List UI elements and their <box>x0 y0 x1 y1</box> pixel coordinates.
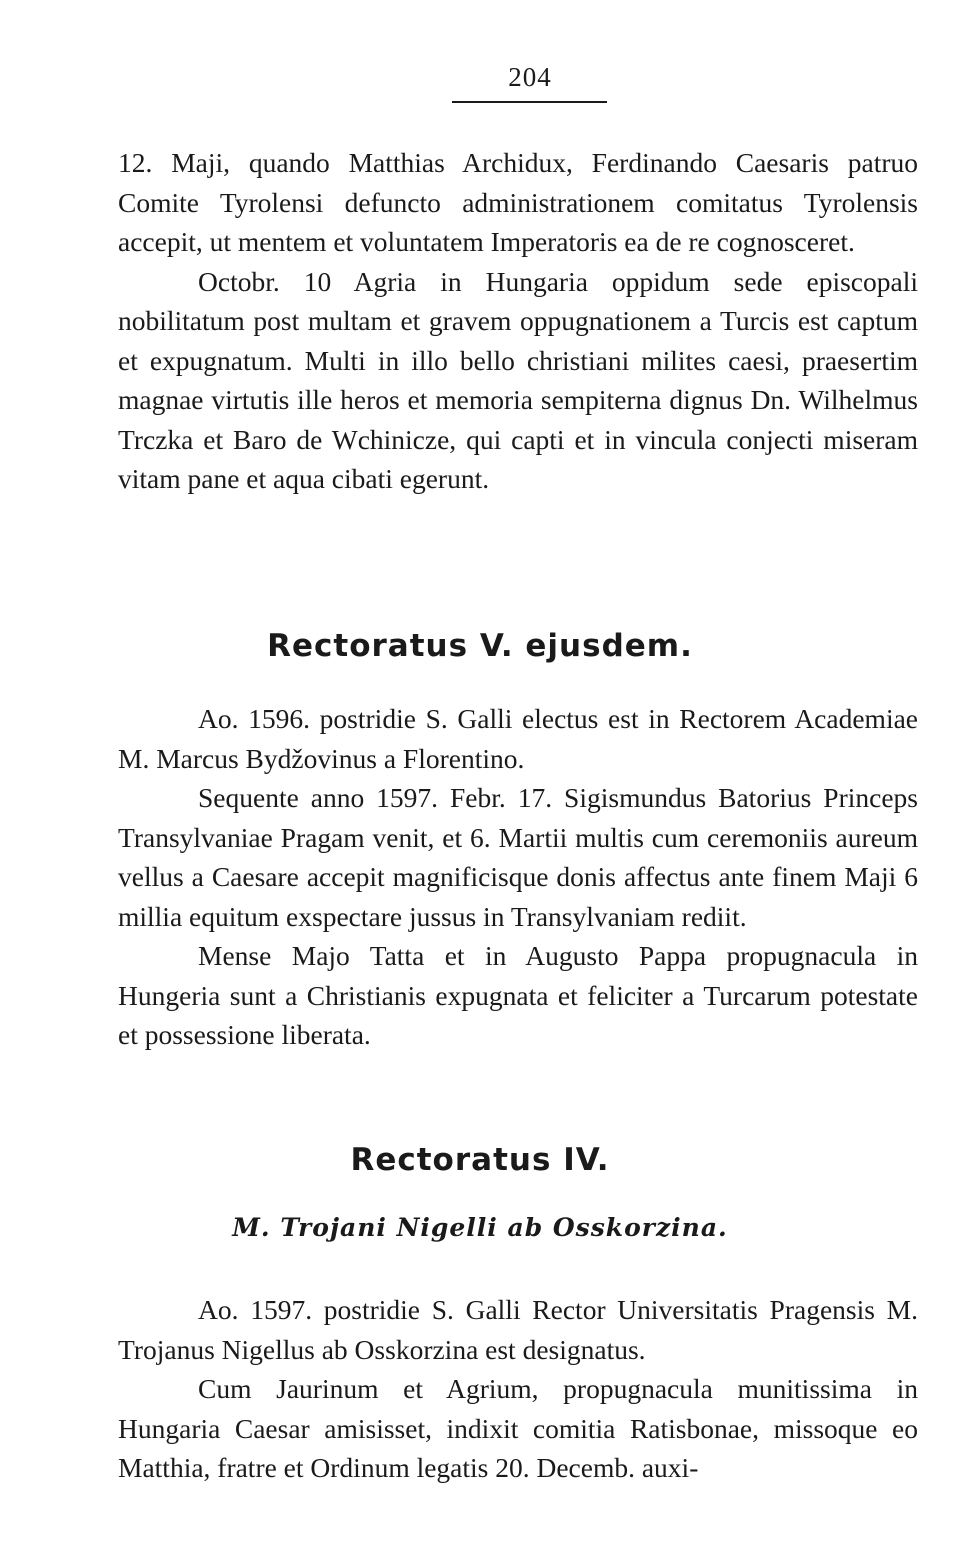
paragraph-election-1597: Ao. 1597. postridie S. Galli Rector Universitatis Pragensis M. Trojanus Nigellus ab Osskorzina est designatus. <box>118 1294 918 1365</box>
section-rectoratus-v-text <box>118 699 918 1055</box>
section-subheading-rector-name: M. Trojani Nigelli ab Osskorzina. <box>232 1213 728 1242</box>
paragraph-election-1596: Ao. 1596. postridie S. Galli electus est in Rectorem Academiae M. Marcus Bydžovinus a Florentino. <box>118 703 918 774</box>
paragraph-matthias-tyrol: 12. Maji, quando Matthias Archidux, Ferdinando Caesaris patruo Comite Tyrolensi defuncto administrationem comitatus Tyrolensis accepit, ut mentem et voluntatem Imperatoris ea de re cognosceret. <box>118 147 918 257</box>
section-rectoratus-iv-text <box>118 1290 918 1488</box>
paragraph-agria-capture: Octobr. 10 Agria in Hungaria oppidum sede episcopali nobilitatum post multam et gravem oppugnationem a Turcis est captum et expugnatum. Multi in illo bello christiani milites caesi, praesertim magnae virtutis ille heros et memoria sempiterna dignus Dn. Wilhelmus Trczka et Baro de Wchinicze, qui capti et in vincula conjecti miseram vitam pane et aqua cibati egerunt. <box>118 265 918 494</box>
paragraph-tatta-pappa: Mense Majo Tatta et in Augusto Pappa propugnacula in Hungeria sunt a Christianis expugnata et feliciter a Turcarum potestate et possessione liberata. <box>118 940 918 1050</box>
paragraph-batorius: Sequente anno 1597. Febr. 17. Sigismundus Batorius Princeps Transylvaniae Pragam venit, et 6. Martii multis cum ceremoniis aureum vellus a Caesare accepit magnificisque donis affectus ante finem Maji 6 millia equitum exspectare jussus in Transylvaniam rediit. <box>118 782 918 932</box>
section-heading-rectoratus-iv: Rectoratus IV. <box>350 1142 610 1178</box>
paragraph-comitia-ratisbonae: Cum Jaurinum et Agrium, propugnacula munitissima in Hungaria Caesar amisisset, indixit comitia Ratisbonae, missoque eo Matthia, fratre et Ordinum legatis 20. Decemb. auxi- <box>118 1373 918 1483</box>
page-number: 204 <box>508 62 552 92</box>
section-heading-rectoratus-v: Rectoratus V. ejusdem. <box>267 628 693 664</box>
page-number-rule <box>452 101 607 103</box>
section-entries-1595 <box>118 143 918 499</box>
